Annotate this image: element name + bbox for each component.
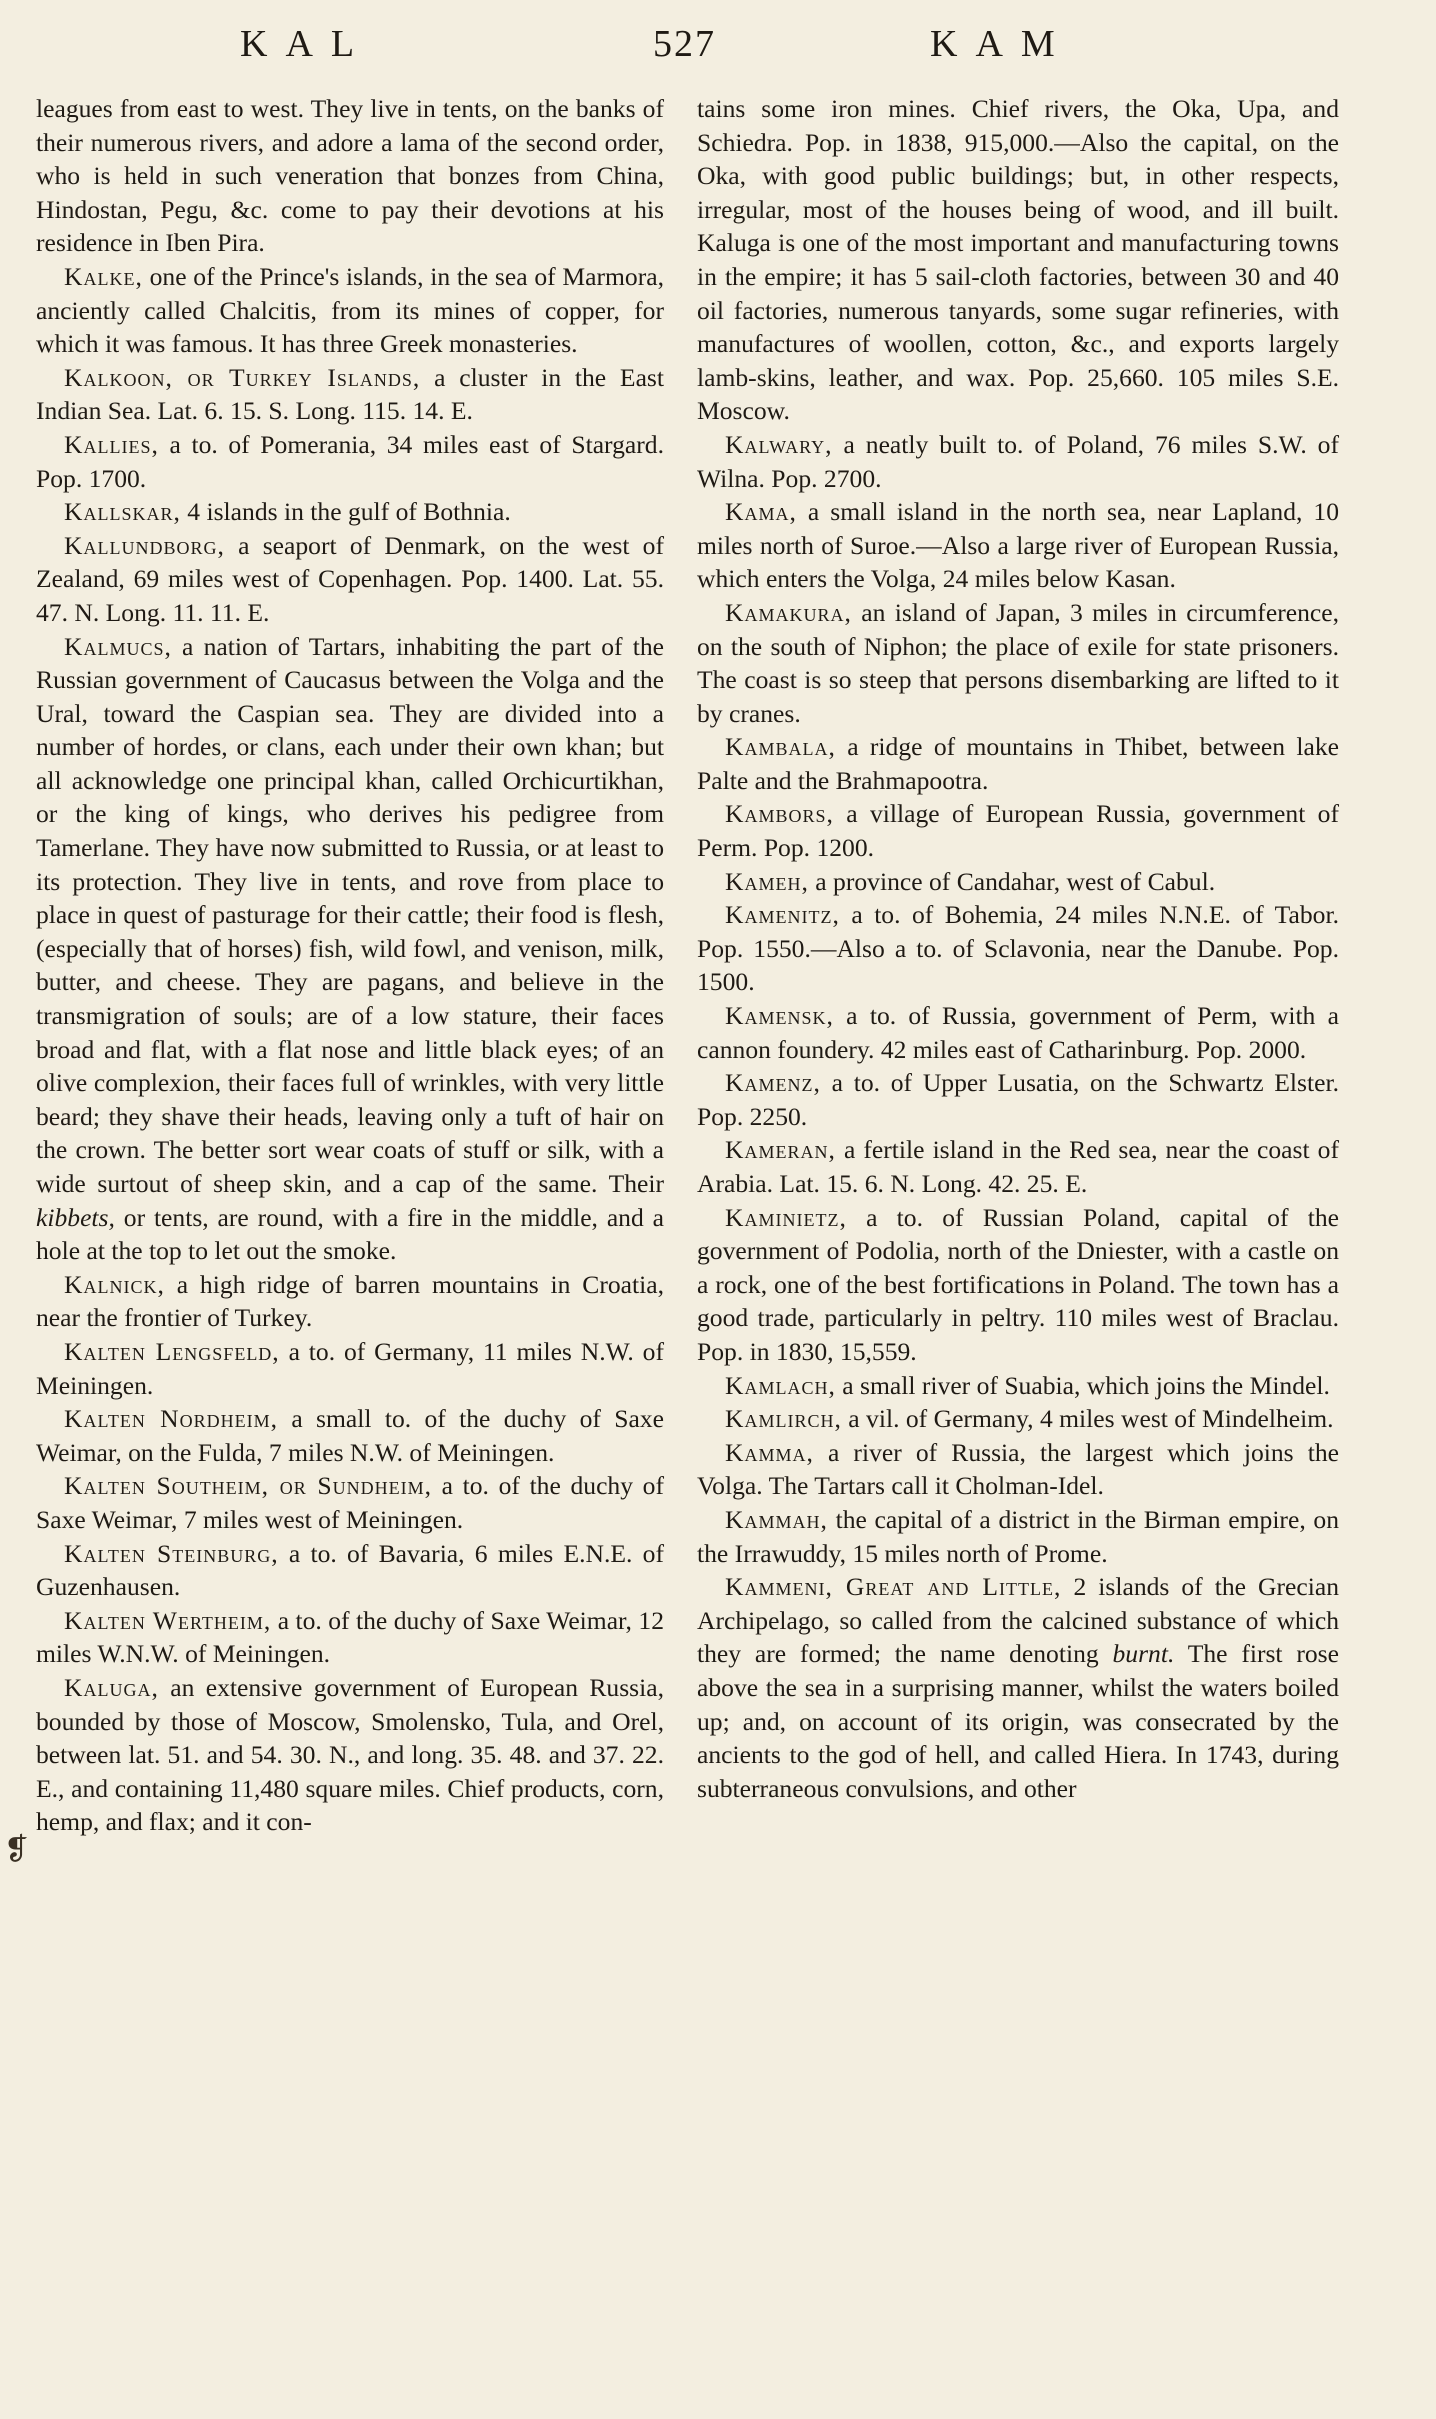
entry-headword: Kammah, [725, 1504, 828, 1534]
entry-headword: Kamenitz, [725, 900, 840, 930]
entry-body: 4 islands in the gulf of Bothnia. [180, 497, 511, 527]
entry-body: a ridge of mountains in Thibet, between lake Palte and the Brahmapootra. [697, 732, 1339, 795]
entry-body: a small to. of the duchy of Saxe Weimar, on the Fulda, 7 miles N.W. of Meiningen. [36, 1404, 664, 1467]
entry-body: a to. of Russia, government of Perm, with a cannon foundery. 42 miles east of Catharinburg. Pop. 2000. [697, 1001, 1339, 1064]
dictionary-entry [36, 361, 664, 428]
entry-headword: Kambors, [725, 799, 834, 829]
entry-headword: Kalwary, [725, 429, 833, 459]
entry-body: a to. of Bavaria, 6 miles E.N.E. of Guzenhausen. [36, 1538, 664, 1602]
header-right-guideword: KAM [930, 23, 1073, 65]
entry-body: a river of Russia, the largest which joins the Volga. The Tartars call it Cholman-Idel. [697, 1437, 1339, 1501]
entry-body: a seaport of Denmark, on the west of Zealand, 69 miles west of Copenhagen. Pop. 1400. Lat. 55. 47. N. Long. 11. 11. E. [36, 530, 664, 627]
dictionary-entry [697, 92, 1339, 428]
entry-headword: Kaluga, [64, 1672, 159, 1702]
entry-body-tail: or tents, are round, with a fire in the middle, and a hole at the top to let out the smoke. [36, 1202, 664, 1266]
dictionary-entry [697, 865, 1339, 899]
page-number: 527 [653, 23, 716, 65]
dictionary-entry [697, 1369, 1339, 1403]
entry-headword: Kaminietz, [725, 1202, 847, 1232]
entry-headword: Kameran, [725, 1135, 836, 1165]
dictionary-entry [697, 495, 1339, 596]
entry-body-tail: The first rose above the sea in a surprising manner, whilst the waters boiled up; and, on account of its origin, was consecrated by the ancients to the god of hell, and called Hiera. In 1743, during subterraneous convulsions, and other [697, 1639, 1339, 1803]
entry-headword: Kamakura, [725, 597, 852, 627]
entry-body: an extensive government of European Russia, bounded by those of Moscow, Smolensko, Tula, and Orel, between lat. 51. and 54. 30. N., and long. 35. 48. and 37. 22. E., and containing 11,480 square miles. Chief products, corn, hemp, and flax; and it con- [36, 1672, 664, 1837]
entry-body: one of the Prince's islands, in the sea of Marmora, anciently called Chalcitis, from its mines of copper, for which it was famous. It has three Greek monasteries. [36, 261, 664, 359]
entry-italic-term: kibbets, [36, 1202, 115, 1232]
dictionary-entry [697, 898, 1339, 999]
entry-headword: Kama, [725, 497, 797, 527]
entry-body: a to. of Russian Poland, capital of the government of Podolia, north of the Dniester, with a castle on a rock, one of the best fortifications in Poland. The town has a good trade, particularly in peltry. 110 miles west of Braclau. Pop. in 1830, 15,559. [697, 1202, 1339, 1366]
entry-headword: Kallskar, [64, 497, 181, 527]
entry-body: a fertile island in the Red sea, near the coast of Arabia. Lat. 15. 6. N. Long. 42. 25. E. [697, 1135, 1339, 1198]
dictionary-entry [36, 495, 664, 529]
entry-body: a to. of Germany, 11 miles N.W. of Meiningen. [36, 1336, 665, 1400]
entry-body: a to. of the duchy of Saxe Weimar, 12 miles W.N.W. of Meiningen. [36, 1605, 664, 1669]
entry-headword: Kalten Nordheim, [64, 1404, 279, 1434]
entry-body: a neatly built to. of Poland, 76 miles S.W. of Wilna. Pop. 2700. [697, 429, 1339, 493]
dictionary-entry [697, 1201, 1339, 1369]
dictionary-entry [697, 999, 1339, 1066]
dictionary-entry [36, 260, 664, 361]
dictionary-entry [36, 1604, 664, 1671]
dictionary-entry [697, 596, 1339, 730]
entry-body: a to. of Pomerania, 34 miles east of Stargard. Pop. 1700. [36, 429, 664, 493]
entry-headword: Kalten Southeim, or Sundheim, [64, 1471, 432, 1501]
entry-body: 2 islands of the Grecian Archipelago, so called from the calcined substance of which they are formed; the name denoting [697, 1572, 1340, 1669]
entry-headword: Kalkoon, or Turkey Islands, [64, 362, 421, 392]
entry-body: the capital of a district in the Birman empire, on the Irrawuddy, 15 miles north of Prome. [697, 1504, 1339, 1568]
entry-headword: Kalke, [64, 261, 143, 291]
entry-headword: Kameh, [725, 866, 809, 896]
dictionary-entry [697, 797, 1339, 864]
right-column [697, 92, 1339, 1805]
dictionary-entry [697, 1436, 1339, 1503]
entry-body: a to. of Upper Lusatia, on the Schwartz Elster. Pop. 2250. [697, 1068, 1339, 1131]
entry-body: a small island in the north sea, near Lapland, 10 miles north of Suroe.—Also a large river of European Russia, which enters the Volga, 24 miles below Kasan. [697, 497, 1339, 594]
entry-body: a to. of Bohemia, 24 miles N.N.E. of Tabor. Pop. 1550.—Also a to. of Sclavonia, near the Danube. Pop. 1500. [697, 900, 1339, 997]
running-header [0, 22, 1436, 72]
margin-mark: ❡ [4, 1832, 30, 1867]
entry-body: leagues from east to west. They live in tents, on the banks of their numerous rivers, and adore a lama of the second order, who is held in such veneration that bonzes from China, Hindostan, Pegu, &c. come to pay their devotions at his residence in Iben Pira. [36, 94, 664, 258]
entry-headword: Kambala, [725, 732, 836, 762]
dictionary-entry [36, 630, 664, 1268]
dictionary-entry [36, 1537, 664, 1604]
entry-body: a province of Candahar, west of Cabul. [808, 866, 1216, 896]
entry-headword: Kamlirch, [725, 1404, 842, 1434]
dictionary-entry [36, 428, 664, 495]
dictionary-entry [697, 1503, 1339, 1570]
entry-body: a nation of Tartars, inhabiting the part of the Russian government of Caucasus between the Volga and the Ural, toward the Caspian sea. They are divided into a number of hordes, or clans, each under their own khan; but all acknowledge one principal khan, called Orchicurtikhan, or the king of kings, who derives his pedigree from Tamerlane. They have now submitted to Russia, or at least to its protection. They live in tents, and rove from place to place in quest of pasturage for their cattle; their food is flesh, (especially that of horses) fish, wild fowl, and venison, milk, butter, and cheese. They are pagans, and believe in the transmigration of souls; are of a low stature, their faces broad and flat, with a flat nose and little black eyes; of an olive complexion, their faces full of wrinkles, with very little beard; they shave their heads, leaving only a tuft of hair on the crown. The better sort wear coats of stuff or silk, with a wide surtout of sheep skin, and a cap of the same. Their [36, 631, 664, 1198]
entry-headword: Kalten Wertheim, [64, 1605, 272, 1635]
entry-italic-term: burnt. [1112, 1639, 1175, 1669]
entry-headword: Kamenz, [725, 1068, 821, 1098]
header-left-guideword: KAL [240, 23, 373, 65]
entry-headword: Kalnick, [64, 1269, 165, 1299]
dictionary-entry [36, 92, 664, 260]
dictionary-entry [697, 1066, 1339, 1133]
dictionary-entry [697, 428, 1339, 495]
entry-headword: Kalmucs, [64, 631, 172, 661]
entry-headword: Kallundborg, [64, 530, 225, 560]
dictionary-entry [36, 1469, 664, 1536]
dictionary-entry [36, 1671, 664, 1839]
entry-headword: Kallies, [64, 429, 159, 459]
entry-body: a small river of Suabia, which joins the Mindel. [835, 1370, 1330, 1400]
entry-headword: Kamensk, [725, 1001, 834, 1031]
entry-headword: Kammeni, Great and Little, [725, 1572, 1062, 1602]
entry-headword: Kamma, [725, 1437, 814, 1467]
left-column [36, 92, 664, 1839]
entry-headword: Kamlach, [725, 1370, 836, 1400]
entry-body: a vil. of Germany, 4 miles west of Mindelheim. [841, 1404, 1334, 1434]
entry-body: tains some iron mines. Chief rivers, the Oka, Upa, and Schiedra. Pop. in 1838, 915,000.—Also the capital, on the Oka, with good public buildings; but, in other respects, irregular, most of the houses being of wood, and ill built. Kaluga is one of the most important and manufacturing towns in the empire; it has 5 sail-cloth factories, between 30 and 40 oil factories, numerous tanyards, some sugar refineries, with manufactures of woollen, cotton, &c., and exports largely lamb-skins, leather, and wax. Pop. 25,660. 105 miles S.E. Moscow. [697, 94, 1339, 426]
dictionary-entry [697, 730, 1339, 797]
entry-body: a village of European Russia, government of Perm. Pop. 1200. [697, 799, 1339, 863]
dictionary-entry [36, 529, 664, 630]
dictionary-entry [697, 1133, 1339, 1200]
entry-headword: Kalten Steinburg, [64, 1538, 279, 1568]
dictionary-entry [36, 1335, 664, 1402]
entry-body: an island of Japan, 3 miles in circumference, on the south of Niphon; the place of exile for state prisoners. The coast is so steep that persons disembarking are lifted to it by cranes. [697, 597, 1339, 728]
entry-body: a high ridge of barren mountains in Croatia, near the frontier of Turkey. [36, 1269, 664, 1333]
dictionary-entry [36, 1268, 664, 1335]
dictionary-entry [697, 1570, 1339, 1805]
dictionary-entry [697, 1402, 1339, 1436]
entry-body: a cluster in the East Indian Sea. Lat. 6. 15. S. Long. 115. 14. E. [36, 362, 664, 426]
entry-headword: Kalten Lengsfeld, [64, 1336, 280, 1366]
entry-body: a to. of the duchy of Saxe Weimar, 7 miles west of Meiningen. [36, 1471, 664, 1534]
dictionary-entry [36, 1402, 664, 1469]
